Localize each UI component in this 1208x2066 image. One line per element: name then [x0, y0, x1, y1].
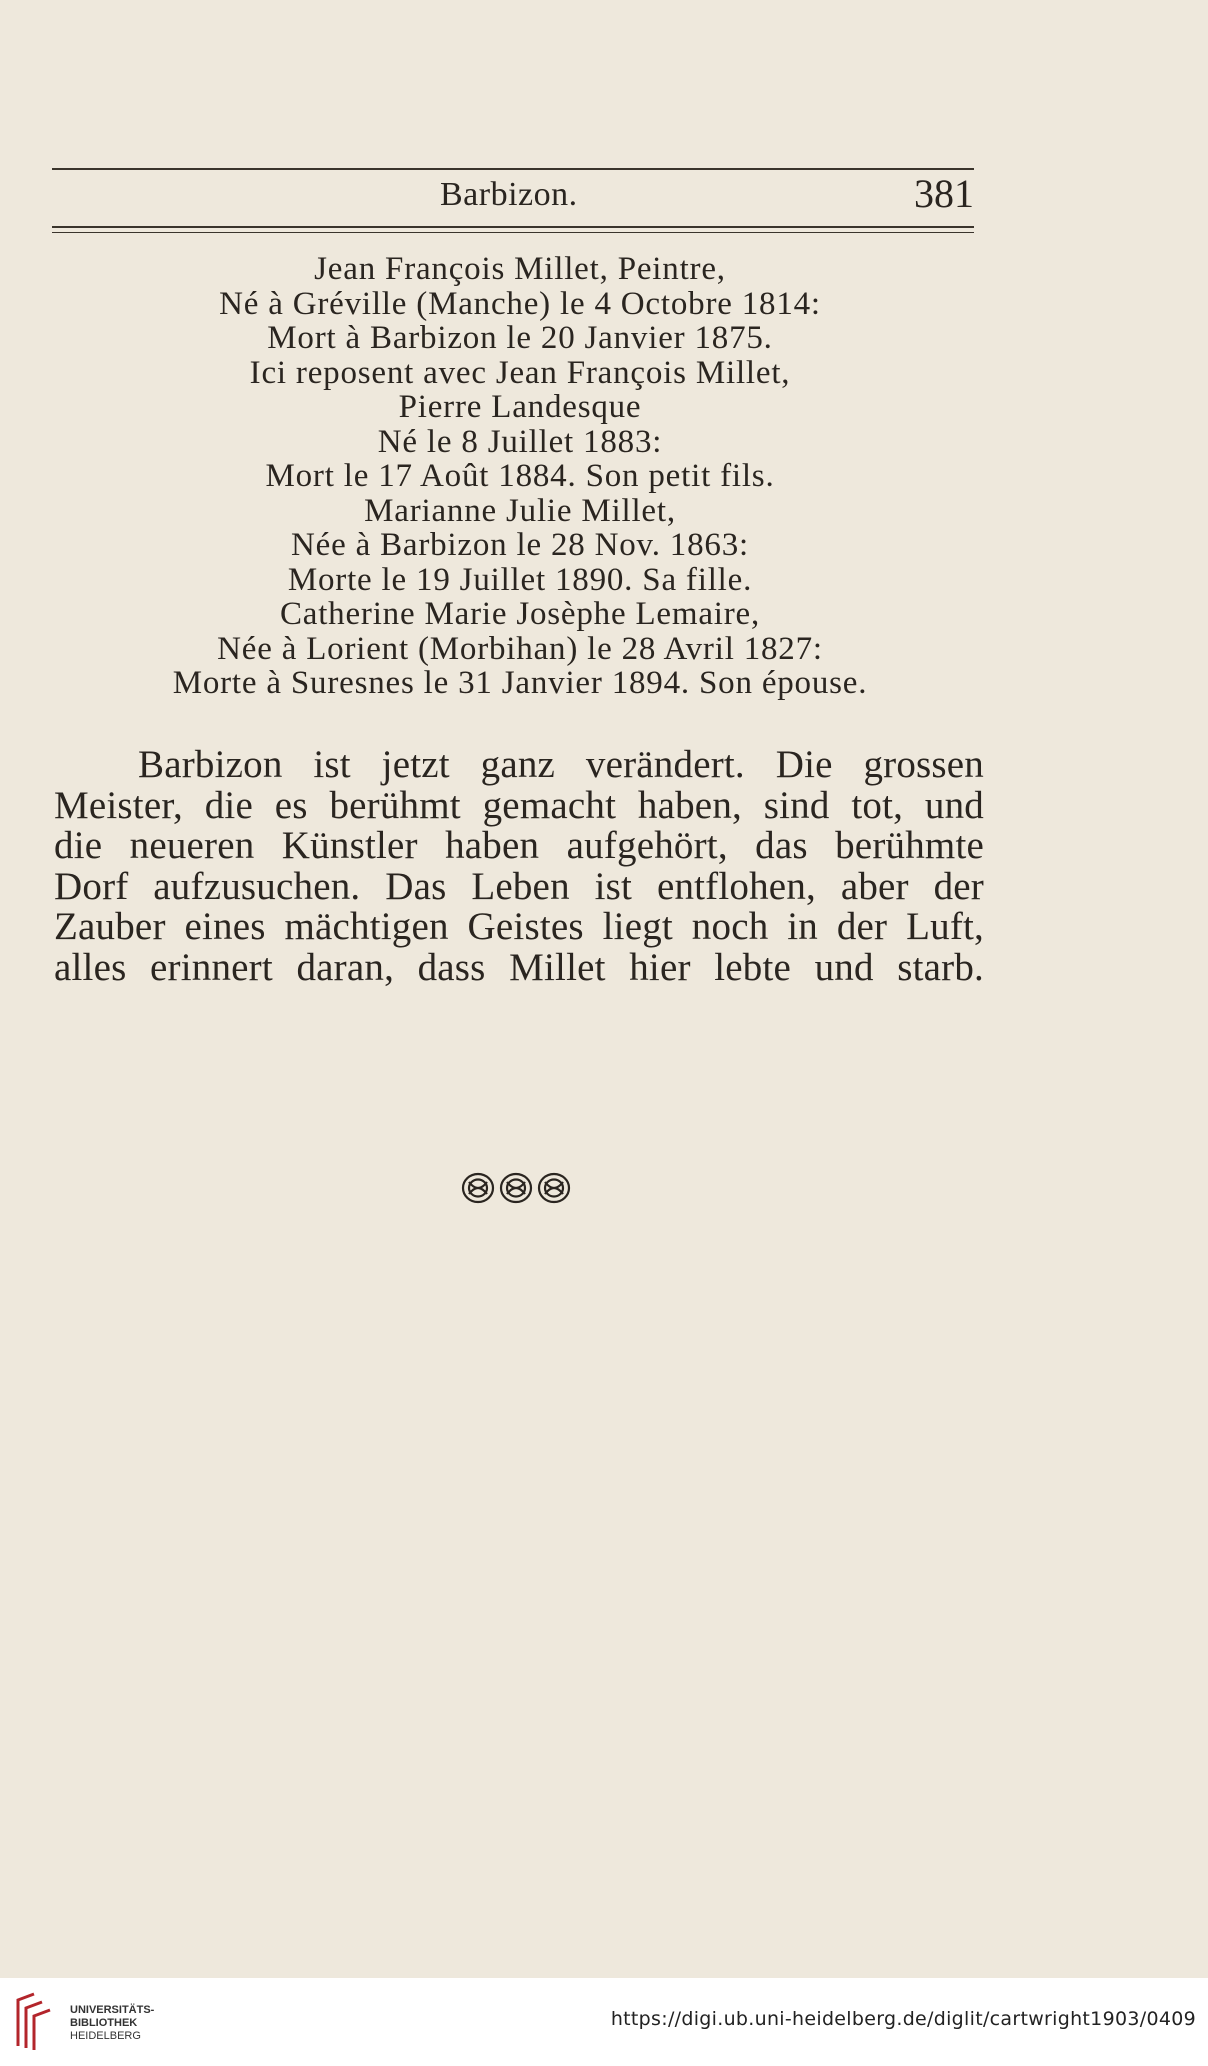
library-logo-icon — [12, 1990, 62, 2054]
library-name-line: BIBLIOTHEK — [70, 2017, 138, 2029]
epitaph-line: Morte le 19 Juillet 1890. Sa fille. — [287, 561, 753, 598]
header-top-rule — [52, 168, 974, 170]
epitaph-line: Mort à Barbizon le 20 Janvier 1875. — [267, 320, 773, 356]
decorative-ornament-icon — [460, 1170, 572, 1206]
epitaph-line: Mort le 17 Août 1884. Son petit fils. — [265, 458, 775, 494]
paragraph-line: Barbizon ist jetzt ganz verändert. Die grossen — [138, 743, 984, 786]
source-url-link[interactable]: https://digi.ub.uni-heidelberg.de/diglit/cartwright1903/0409 — [610, 2008, 1196, 2030]
paragraph-line: Dorf aufzusuchen. Das Leben ist entflohen, aber der — [54, 864, 984, 908]
header-bottom-rule-thin — [52, 232, 974, 233]
header-bottom-rule — [52, 226, 974, 228]
paragraph-line: Zauber eines mächtigen Geistes liegt noch in der Luft, — [54, 905, 984, 948]
paragraph-line: Meister, die es berühmt gemacht haben, sind tot, und — [54, 783, 984, 827]
library-name-line: UNIVERSITÄTS- — [70, 2004, 155, 2016]
paragraph-line: alles erinnert daran, dass Millet hier lebte und starb. — [54, 945, 984, 989]
epitaph-line: Ici reposent avec Jean François Millet, — [249, 354, 791, 391]
epitaph-line: Née à Lorient (Morbihan) le 28 Avril 1827: — [217, 630, 823, 667]
paragraph-line: die neueren Künstler haben aufgehört, das berühmte — [54, 824, 984, 867]
epitaph-line: Morte à Suresnes le 31 Janvier 1894. Son épouse. — [172, 665, 868, 701]
epitaph-line: Né le 8 Juillet 1883: — [377, 423, 663, 460]
epitaph-line: Né à Gréville (Manche) le 4 Octobre 1814: — [219, 285, 821, 322]
epitaph-line: Née à Barbizon le 28 Nov. 1863: — [291, 527, 749, 563]
running-title: Barbizon. — [440, 176, 578, 213]
footer-bar — [0, 1978, 1208, 2066]
epitaph-line: Catherine Marie Josèphe Lemaire, — [279, 596, 761, 632]
body-paragraph — [54, 745, 984, 988]
epitaph-line: Marianne Julie Millet, — [364, 492, 676, 529]
epitaph-line: Pierre Landesque — [398, 389, 642, 425]
epitaph-line: Jean François Millet, Peintre, — [314, 251, 726, 287]
page-number: 381 — [914, 171, 974, 216]
library-name-line: HEIDELBERG — [70, 2030, 141, 2042]
library-name — [70, 2004, 154, 2043]
epitaph-inscription — [52, 252, 988, 701]
